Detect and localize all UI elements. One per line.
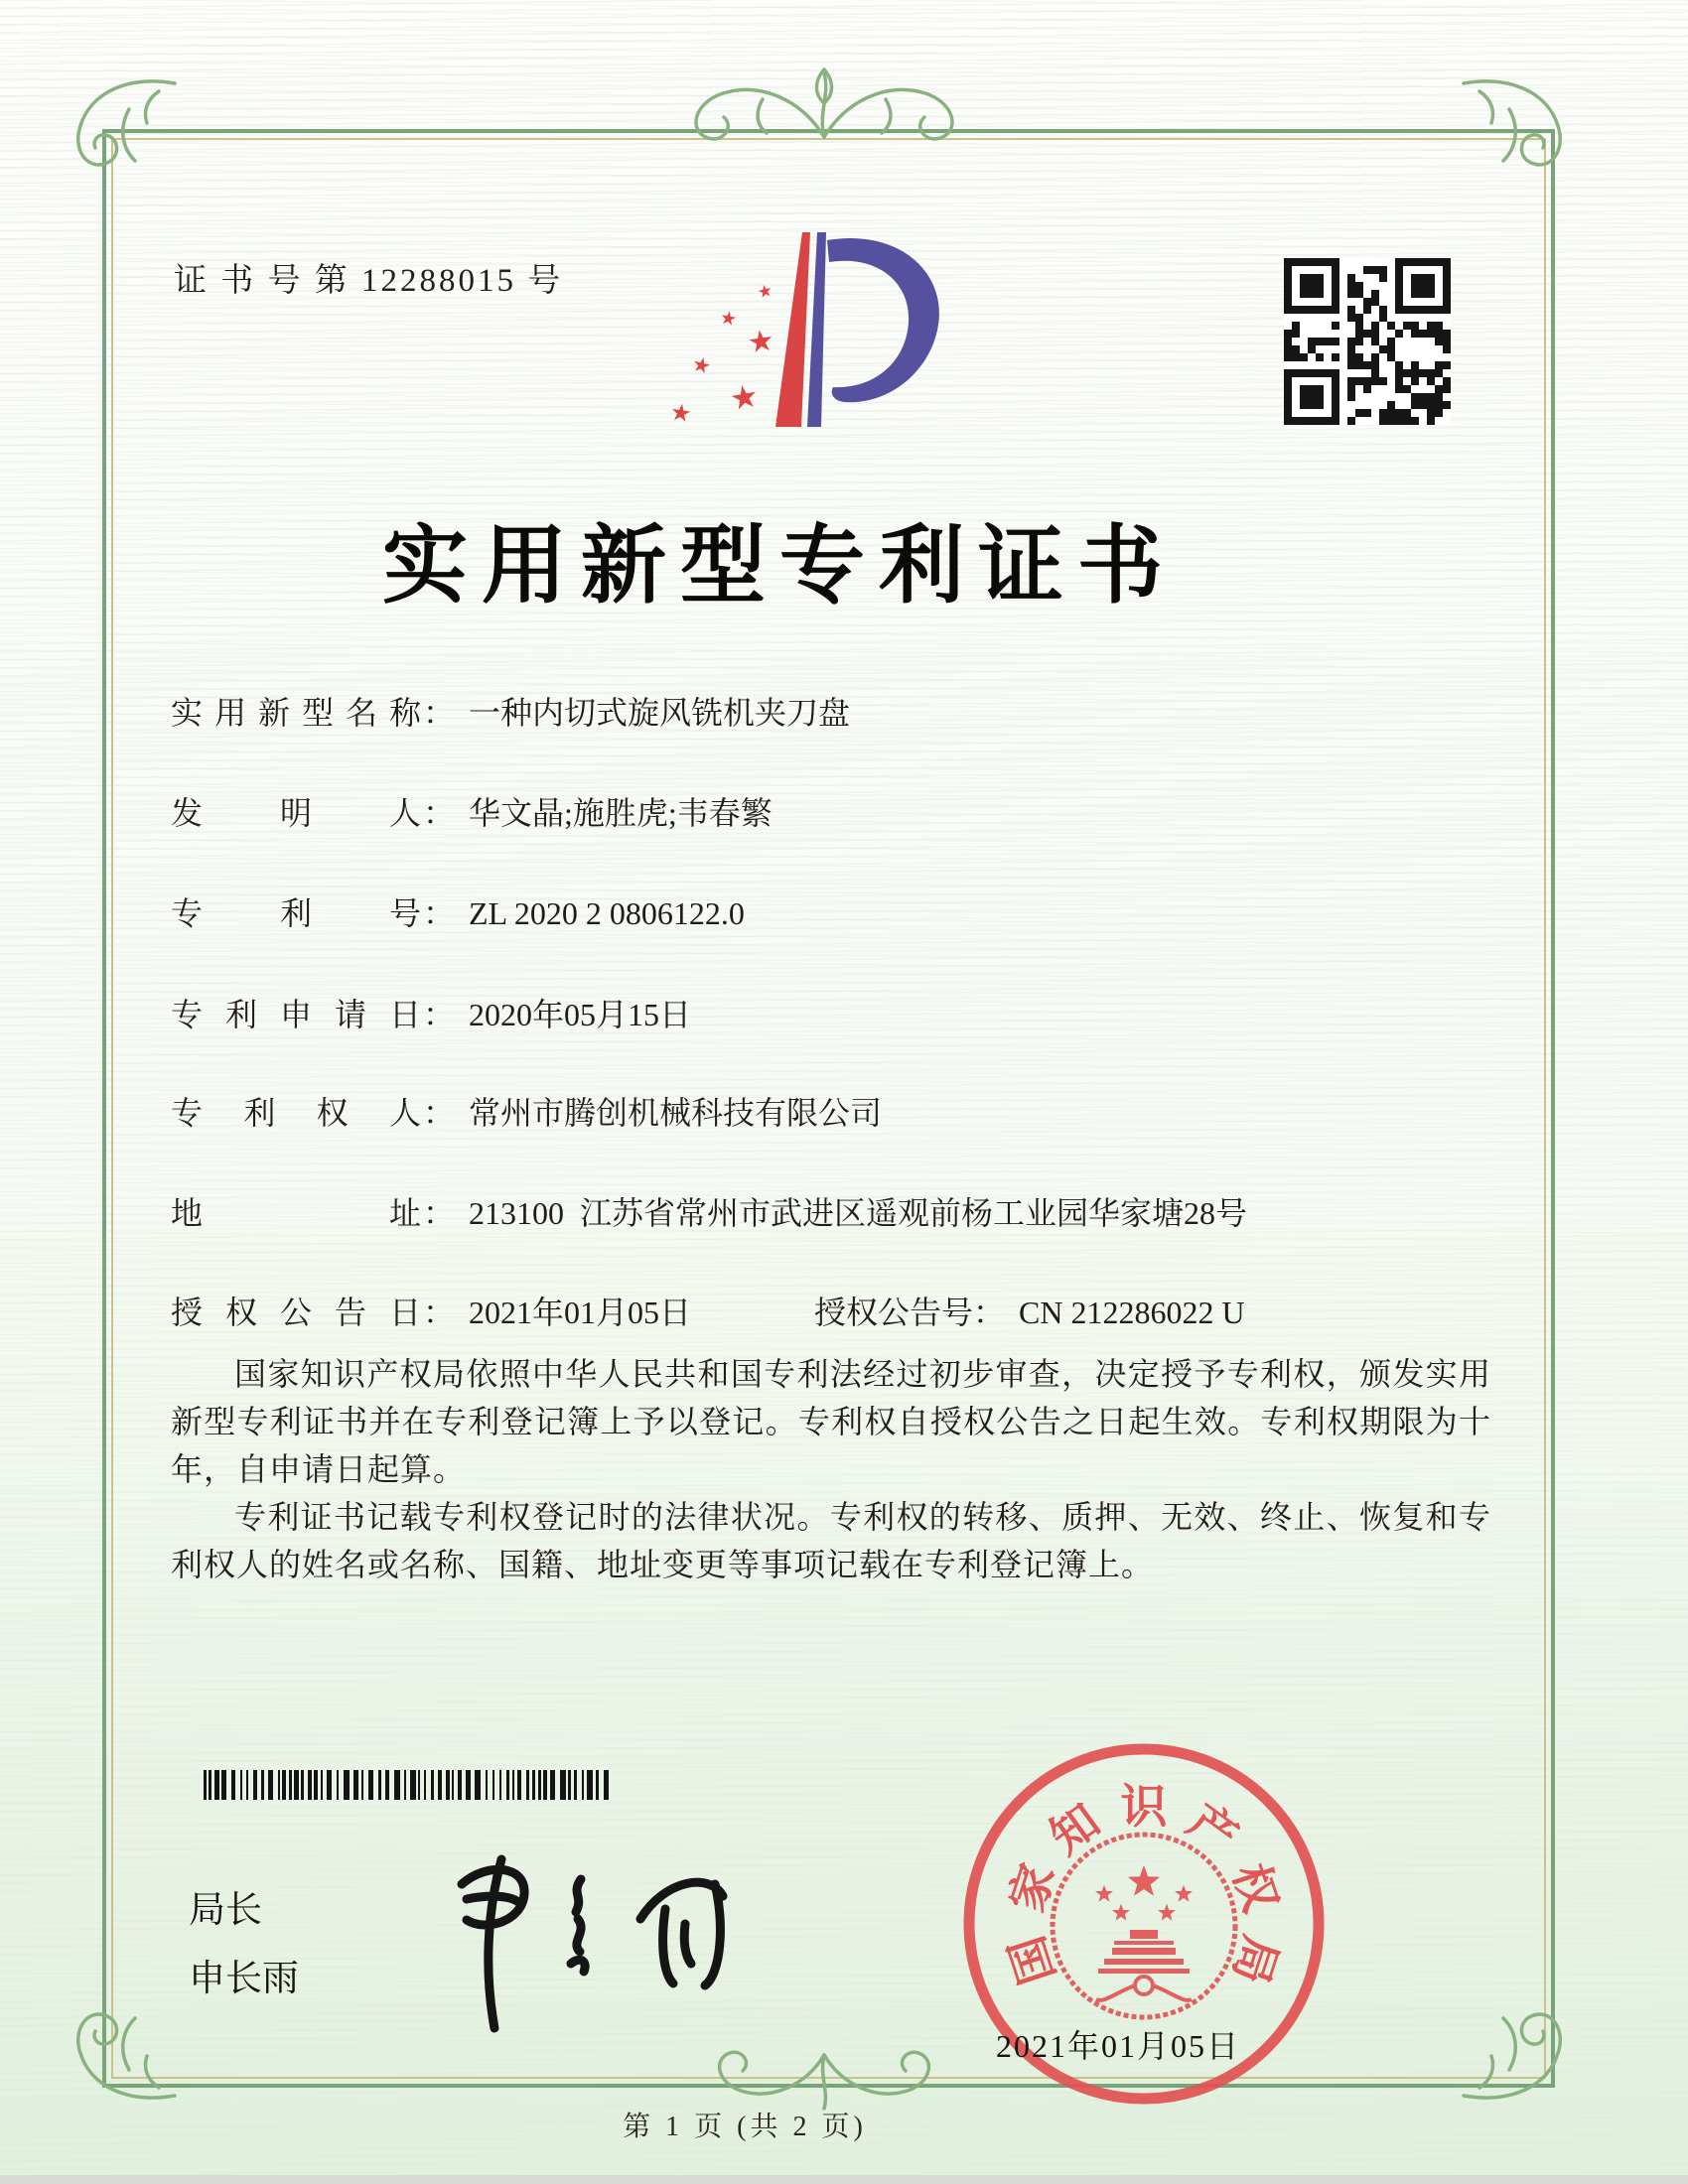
field-label: 发明人 [171,795,421,831]
field-value: 213100 江苏省常州市武进区遥观前杨工业园华家塘28号 [469,1195,1248,1231]
seal-char: 知 [1041,1795,1110,1865]
field-label: 授权公告号 [814,1295,974,1330]
field-value: 一种内切式旋风铣机夹刀盘 [469,695,851,731]
field-colon: ： [423,1195,456,1231]
field-value: ZL 2020 2 0806122.0 [469,895,745,931]
star-icon: ★ [726,375,762,419]
commissioner-signature [367,1825,765,2053]
commissioner-title: 局长 [189,1889,262,1930]
field-inventors [171,788,773,834]
flourish-top-center-ornament [596,42,1053,151]
field-colon: ： [423,895,456,931]
field-value: 华文晶;施胜虎;韦春繁 [469,795,773,831]
qr-code [1284,258,1451,425]
seal-wreath [1053,1835,1235,2017]
field-patent-number [171,888,745,934]
seal-char: 家 [1001,1857,1065,1919]
field-address [171,1188,1247,1234]
field-colon: ： [973,1295,1006,1330]
field-label: 实用新型名称 [171,695,421,731]
field-label: 地址 [171,1195,421,1231]
legal-paragraph: 国家知识产权局依照中华人民共和国专利法经过初步审查，决定授予专利权，颁发实用新型专利证书并在专利登记簿上予以登记。专利权自授权公告之日起生效。专利权期限为十年，自申请日起算。 [171,1356,1491,1487]
field-grant-number [814,1288,1245,1333]
seal-char: 识 [1120,1782,1168,1834]
certificate-number: 证 书 号 第 12288015 号 [174,263,564,299]
flourish-corner-bottom-left-ornament [60,1990,179,2110]
national-emblem-icon [1095,1865,1193,2000]
seal-char: 产 [1178,1795,1247,1865]
field-label: 专利号 [171,895,421,931]
field-colon: ： [423,795,456,831]
scan-edge [0,2175,1688,2184]
seal-char: 局 [1222,1929,1287,1990]
star-icon: ★ [689,351,714,379]
cnipa-logo-p-shape [650,210,958,444]
seal-char: 国 [1001,1929,1065,1990]
field-value: CN 212286022 U [1019,1295,1245,1330]
field-colon: ： [423,997,456,1032]
commissioner-name: 申长雨 [189,1958,299,1998]
page-number: 第 1 页 (共 2 页) [623,2112,867,2142]
flourish-bottom-center-ornament [635,2043,1013,2138]
star-icon: ★ [745,323,777,361]
star-icon: ★ [668,397,694,429]
field-colon: ： [423,1095,456,1131]
star-icon: ★ [755,280,775,304]
flourish-corner-bottom-right-ornament [1460,1990,1579,2110]
field-label: 授权公告日 [171,1295,421,1330]
field-filing-date [171,990,691,1035]
field-colon: ： [423,695,456,731]
field-value: 2021年01月05日 [469,1295,692,1330]
field-value: 2020年05月15日 [469,997,692,1032]
flourish-corner-top-left-ornament [60,69,179,189]
field-value: 常州市腾创机械科技有限公司 [469,1095,883,1131]
flourish-corner-top-right-ornament [1460,69,1579,189]
cnipa-logo-icon [650,210,958,444]
certificate-title: 实用新型专利证书 [382,518,1177,614]
seal-char: 权 [1222,1857,1287,1919]
field-grant-date-and-number [171,1288,1245,1333]
field-colon: ： [423,1295,456,1330]
barcode [204,1770,613,1800]
legal-paragraph: 专利证书记载专利权登记时的法律状况。专利权的转移、质押、无效、终止、恢复和专利权人的姓名或名称、国籍、地址变更等事项记载在专利登记簿上。 [171,1499,1491,1582]
legal-text-block [171,1350,1491,1588]
seal-date: 2021年01月05日 [996,2028,1241,2064]
field-utility-model-name [171,688,850,734]
field-patentee [171,1088,882,1134]
star-icon: ★ [718,306,739,332]
field-label: 专利申请日 [171,997,421,1032]
field-label: 专利权人 [171,1095,421,1131]
